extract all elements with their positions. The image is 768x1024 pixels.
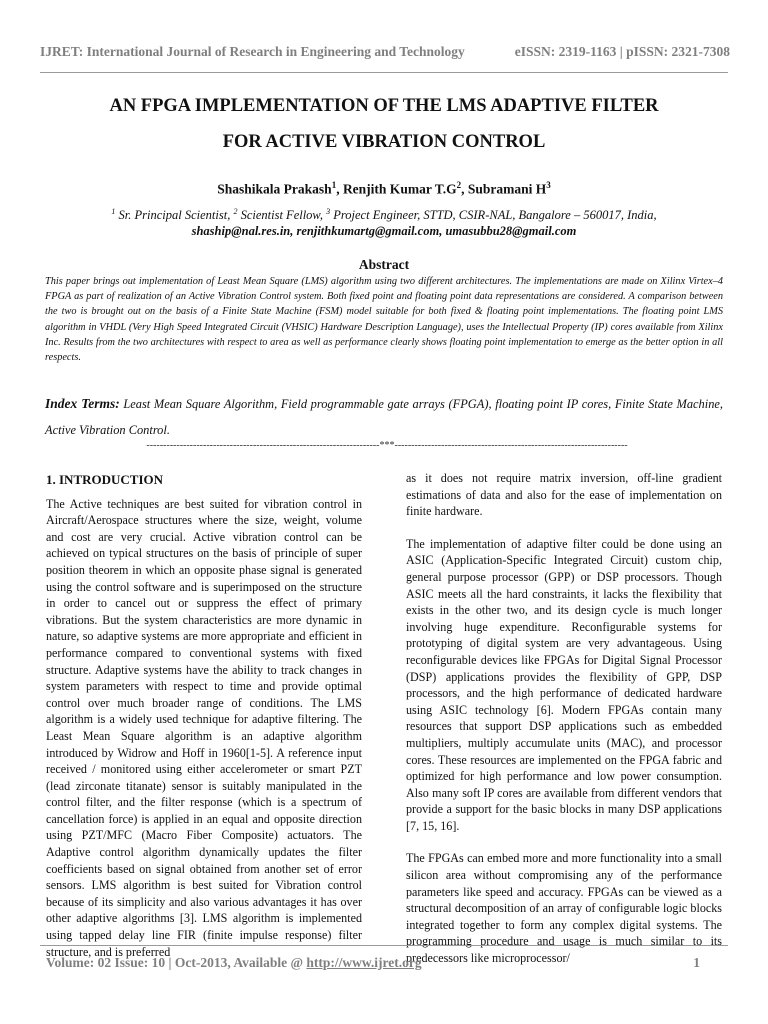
- author-list: Shashikala Prakash$^1$, Renjith Kumar $T.G^2$, Subramani $H^3$: [217, 180, 551, 197]
- affiliations: [40, 207, 728, 223]
- index-terms-text: Least Mean Square Algorithm, Field programmable gate arrays (FPGA), floating point IP cores, Finite State Machine, Active Vibration Control.: [45, 397, 723, 437]
- author-2: Renjith Kumar T.G: [342, 181, 457, 197]
- index-terms: [45, 391, 723, 443]
- page-number: 1: [693, 955, 700, 970]
- right-column: [406, 470, 722, 967]
- affil-sup-1: 1: [111, 207, 116, 216]
- section-separator: ----------------------------------------------------------------------***----------------------------------------------------------------------: [146, 440, 628, 451]
- intro-paragraph-3: The FPGAs can embed more and more functionality into a small silicon area without compromising any of the performance parameters like speed and accuracy. FPGAs can be viewed as a structural decomposition of an array of configurable logic blocks integrated together to form any complex digital systems. The programming procedure and usage is much similar to its predecessors like microprocessor/: [406, 851, 722, 966]
- intro-paragraph-2: The implementation of adaptive filter could be done using an ASIC (Application-Specific Integrated Circuit) custom chip, general purpose processor (GPP) or DSP processors. Though ASIC meets all the hard constraints, it lacks the flexibility that exists in the other two, and its design cycle is much longer involving huge expenditure. Reconfigurable systems for prototyping of digital system are very advantageous. Using reconfigurable devices like FPGAs for Digital Signal Processor (DSP) applications provides the flexibility of GPP, DSP processors, and the high performance of dedicated hardware using ASIC technology [6]. Modern FPGAs contain many resources that support DSP applications such as embedded multipliers, multiply accumulate units (MAC), and processor cores. These resources are implemented on the FPGA fabric and optimized for high performance and low power consumption. Also many soft IP cores are available from different vendors that provide a support for the basic blocks in many DSP applications [7, 15, 16].: [406, 536, 722, 833]
- author-emails: shaship@nal.res.in, renjithkumartg@gmail.com, umasubbu28@gmail.com: [191, 224, 577, 238]
- paper-title-line-1: AN FPGA IMPLEMENTATION OF THE LMS ADAPTIVE FILTER: [109, 96, 659, 116]
- page-footer: [46, 955, 700, 971]
- index-terms-label: Index Terms:: [45, 396, 120, 411]
- footer-rule: [40, 945, 728, 946]
- journal-name: IJRET: International Journal of Research in Engineering and Technology: [40, 44, 465, 59]
- abstract-body: This paper brings out implementation of Least Mean Square (LMS) algorithm using two different architectures. The implementations are made on Xilinx Virtex–4 FPGA as part of realization of an Active Vibration Control system. Both fixed point and floating point data representations are considered. A comparison between the two is brought out on the basis of a Finite State Machine (FSM) model suitable for both fixed & floating point implementations. The floating point LMS algorithm in VHDL (Very High Speed Integrated Circuit (VHSIC) Hardware Description Language), uses the Intellectual Property (IP) cores available from Xilinx Inc. Results from the two architectures with respect to area as well as performance clearly shows floating point implementation to emerge as the better option in all respects.: [45, 276, 723, 364]
- footer-volume-text: Volume: 02 Issue: 10 | Oct-2013, Available @: [46, 955, 307, 970]
- paper-title-line-2: FOR ACTIVE VIBRATION CONTROL: [222, 132, 546, 152]
- affil-sup-2: 2: [233, 207, 238, 216]
- intro-paragraph-1: The Active techniques are best suited for vibration control in Aircraft/Aerospace structures where the size, weight, volume and cost are very crucial. Active vibration control can be achieved on typical structures on the basis of principle of super position theorem in which an opposite phase signal is generated using the control software and is superimposed on the structure in order to cancel out or suppress the effect of primary vibrations. But the system characteristics are more dynamic in nature, so adaptive systems are more appropriate and efficient in performance compared to conventional systems with fixed structure. Adaptive systems have the ability to track changes in system parameters with respect to time and provide optimal control over much broader range of conditions. The LMS algorithm is a widely used technique for adaptive filtering. The Least Mean Square algorithm is an adaptive algorithm introduced by Widrow and Hoff in 1960[1-5]. A reference input received / monitored using either accelerometer or smart PZT (lead zirconate titanate) sensor is suitably manipulated in the control filter, and the filter response (which is a spectrum of cancellation force) is applied in an equal and opposite direction using PZT/MFC (Macro Fiber Composite) actuators. The Adaptive control algorithm dynamically updates the filter coefficients based on signal obtained from another set of error sensors. LMS algorithm is best suited for Vibration control because of its simplicity and also various advantages it has over other adaptive algorithms [3]. LMS algorithm is implemented using tapped delay line FIR (finite impulse response) filter structure, and is preferred: [46, 496, 362, 959]
- header-rule: [40, 72, 728, 73]
- affil-sup-3: 3: [326, 207, 331, 216]
- author-1: Shashikala Prakash: [217, 181, 332, 197]
- author-1-sup: 1: [331, 180, 337, 190]
- journal-url-link[interactable]: http://www.ijret.org: [306, 955, 422, 970]
- abstract-heading: Abstract: [358, 257, 410, 272]
- affil-text-2: Scientist Fellow,: [237, 208, 327, 223]
- section-heading-introduction: 1. INTRODUCTION: [46, 472, 164, 487]
- author-3: Subramani H: [467, 181, 547, 197]
- intro-paragraph-1-continued: as it does not require matrix inversion, off-line gradient estimations of data and also for the ease of implementation on finite hardware.: [406, 471, 722, 519]
- issn: eISSN: 2319-1163 | pISSN: 2321-7308: [514, 44, 730, 59]
- affil-text-1: Sr. Principal Scientist,: [115, 208, 234, 223]
- footer-volume: [46, 955, 422, 971]
- running-header: [40, 44, 730, 60]
- affil-text-3: Project Engineer, STTD, CSIR-NAL, Bangalore – 560017, India,: [330, 208, 657, 223]
- author-3-sup: 3: [546, 180, 551, 190]
- left-column: [46, 472, 362, 960]
- author-2-sup: 2: [456, 180, 462, 190]
